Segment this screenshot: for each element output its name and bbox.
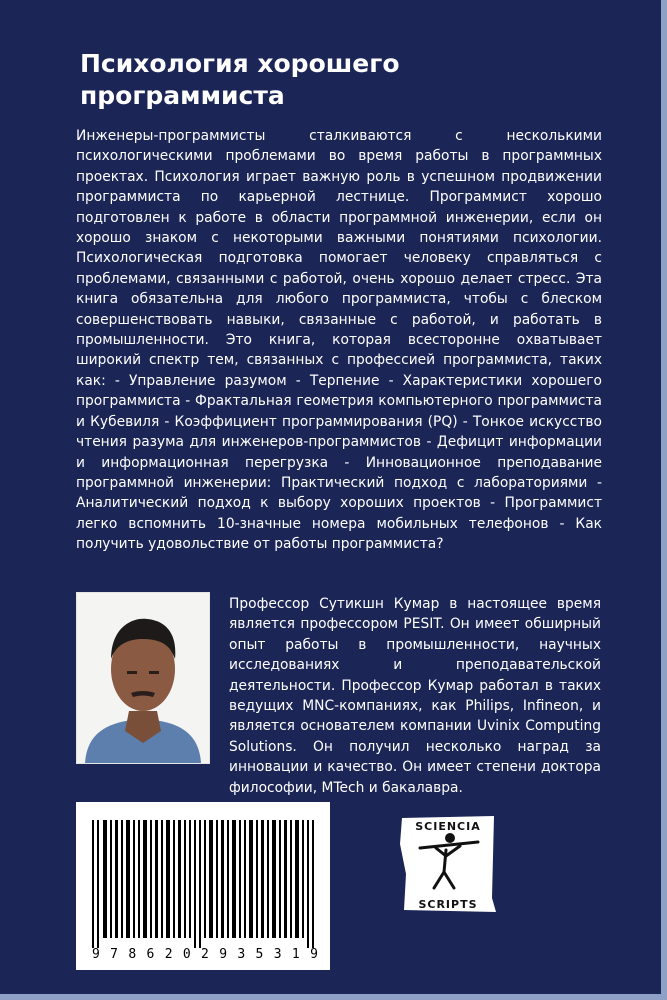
isbn-digit: 9 [310, 947, 318, 962]
isbn-digit: 0 [182, 947, 191, 962]
book-description: Инженеры-программисты сталкиваются с несколькими психологическими проблемами во время работы в программных проектах. Психология играет важную роль в успешном продвижении программиста по карьерной лестнице. Программист хорошо подготовлен к работе в области программной инженерии, если он хорошо знаком с некоторыми важными понятиями психологии. Психологическая подготовка помогает человеку справляться с проблемами, связанными с работой, очень хорошо делает стресс. Эта книга обязательна для любого программиста, чтобы с блеском совершенствовать навыки, связанные с работой, и работать в промышленности. Это книга, которая всесторонне охватывает широкий спектр тем, связанных с профессией программиста, таких как: - Управление разумом - Терпение - Характеристики хорошего программиста - Фрактальная геометрия компьютерного программиста и Кубевиля - Коэффициент программирования (PQ) - Тонкое искусство чтения разума для инженеров-программистов - Дефицит информации и информационная перегрузка - Инновационное преподавание программной инженерии: Практический подход с лабораториями - Аналитический подход к выбору хороших проектов - Программист легко вспомнить 10-значные номера мобильных телефонов - Как получить удовольствие от работы программиста? [76, 128, 602, 553]
isbn-digit: 3 [237, 947, 246, 962]
publisher-name-top: SCIENCIA [415, 820, 481, 833]
isbn-barcode [76, 802, 330, 970]
isbn-digit: 9 [219, 947, 228, 962]
author-bio: Профессор Сутикшн Кумар в настоящее время является профессором PESIT. Он имеет обширный опыт работы в промышленности, научных исследованиях и преподавательской деятельности. Профессор Кумар работал в таких ведущих MNC-компаниях, как Philips, Infineon, и является основателем компании Uvinix Computing Solutions. Он получил несколько наград за инновации и качество. Он имеет степени доктора философии, MTech и бакалавра. [229, 596, 601, 796]
isbn-digit: 7 [110, 947, 118, 962]
isbn-digit: 1 [291, 947, 300, 962]
isbn-digit: 2 [201, 947, 209, 962]
isbn-digit: 5 [255, 947, 264, 962]
isbn-digit: 9 [92, 947, 100, 962]
isbn-digit: 6 [146, 947, 155, 962]
publisher-name-bottom: SCRIPTS [418, 898, 478, 911]
isbn-digit: 8 [128, 947, 137, 962]
isbn-digit: 3 [273, 947, 282, 962]
book-title: Психология хорошего программиста [80, 49, 400, 110]
barcode-icon [76, 802, 330, 970]
author-portrait-icon [77, 593, 209, 763]
author-photo [76, 592, 210, 764]
publisher-logo [400, 814, 496, 914]
isbn-digits [92, 947, 318, 962]
isbn-digit: 2 [164, 947, 173, 962]
